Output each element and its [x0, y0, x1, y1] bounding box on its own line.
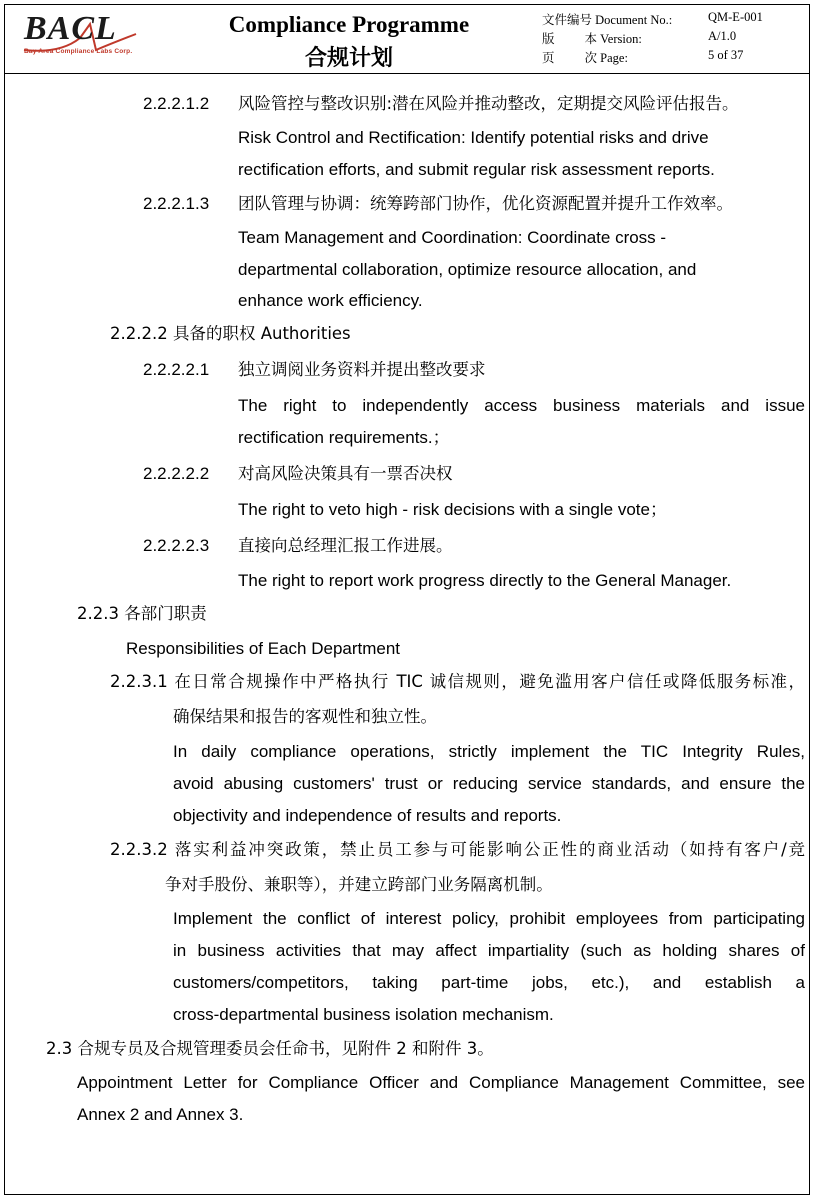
- version-label-zh1: 版: [542, 32, 555, 46]
- clause-text-en: The right to report work progress directly to the General Manager.: [238, 571, 732, 590]
- clause-text-en: rectification efforts, and submit regular risk assessment reports.: [238, 160, 715, 179]
- section-heading: 2.2.2.2 具备的职权 Authorities: [110, 324, 351, 343]
- title-english: Compliance Programme: [228, 12, 470, 37]
- clause-text-zh: 确保结果和报告的客观性和独立性。: [173, 707, 437, 726]
- clause-text-en: cross-departmental business isolation mechanism.: [173, 1005, 554, 1024]
- clause-text-en: Team Management and Coordination: Coordinate cross -: [238, 228, 667, 247]
- clause-text-en: avoid abusing customers' trust or reducing service standards, and ensure the: [173, 774, 805, 793]
- clause-text-en: enhance work efficiency.: [238, 291, 423, 310]
- section-text-en: Appointment Letter for Compliance Officer and Compliance Management Committee, see: [77, 1073, 805, 1092]
- page-value: 5 of 37: [708, 48, 744, 62]
- clause-number: 2.2.2.1.2: [143, 94, 210, 113]
- clause-text-en: The right to independently access business materials and issue: [238, 396, 805, 415]
- clause-number: 2.2.2.2.3: [143, 536, 210, 555]
- clause-text-zh: 2.2.3.1 在日常合规操作中严格执行 TIC 诚信规则，避免滥用客户信任或降低服务标准，: [110, 672, 805, 691]
- title-chinese: 合规计划: [304, 46, 393, 71]
- clause-text-zh: 风险管控与整改识别:潜在风险并推动整改，定期提交风险评估报告。: [238, 94, 739, 113]
- clause-text-en: objectivity and independence of results and reports.: [173, 806, 562, 825]
- version-label-zh2: 本 Version:: [584, 32, 642, 46]
- clause-text-en: In daily compliance operations, strictly implement the TIC Integrity Rules,: [173, 742, 805, 761]
- clause-text-en: in business activities that may affect impartiality (such as holding shares of: [173, 941, 805, 960]
- section-heading: 2.3 合规专员及合规管理委员会任命书，见附件 2 和附件 3。: [46, 1039, 494, 1058]
- clause-text-en: Risk Control and Rectification: Identify potential risks and drive: [238, 128, 709, 147]
- clause-text-zh: 争对手股份、兼职等），并建立跨部门业务隔离机制。: [165, 875, 553, 894]
- page-label-zh2: 次 Page:: [584, 51, 628, 65]
- doc-no-label: 文件编号 Document No.:: [542, 13, 673, 27]
- clause-text-zh: 对高风险决策具有一票否决权: [238, 464, 453, 483]
- clause-text-zh: 直接向总经理汇报工作进展。: [238, 536, 453, 555]
- clause-text-en: Implement the conflict of interest policy, prohibit employees from participating: [173, 909, 805, 928]
- clause-number: 2.2.2.2.1: [143, 360, 210, 379]
- logo-subtext: Bay Area Compliance Labs Corp.: [24, 48, 133, 55]
- clause-number: 2.2.2.2.2: [143, 464, 210, 483]
- clause-text-zh: 2.2.3.2 落实利益冲突政策，禁止员工参与可能影响公正性的商业活动（如持有客户/竞: [110, 840, 805, 859]
- clause-number: 2.2.2.1.3: [143, 194, 210, 213]
- clause-text-en: rectification requirements.；: [238, 428, 450, 447]
- clause-text-en: customers/competitors, taking part-time jobs, etc.), and establish a: [173, 973, 805, 992]
- section-text-en: Annex 2 and Annex 3.: [77, 1105, 244, 1124]
- section-heading: 2.2.3 各部门职责: [77, 604, 207, 623]
- logo-text: BACL: [24, 10, 117, 47]
- clause-text-zh: 独立调阅业务资料并提出整改要求: [238, 360, 486, 379]
- clause-text-en: The right to veto high - risk decisions with a single vote；: [238, 500, 667, 519]
- section-heading-en: Responsibilities of Each Department: [126, 639, 401, 658]
- clause-text-zh: 团队管理与协调：统筹跨部门协作，优化资源配置并提升工作效率。: [238, 194, 733, 213]
- clause-text-en: departmental collaboration, optimize resource allocation, and: [238, 260, 697, 279]
- doc-no-value: QM-E-001: [708, 10, 763, 24]
- page-label-zh1: 页: [542, 51, 555, 65]
- version-value: A/1.0: [708, 29, 737, 43]
